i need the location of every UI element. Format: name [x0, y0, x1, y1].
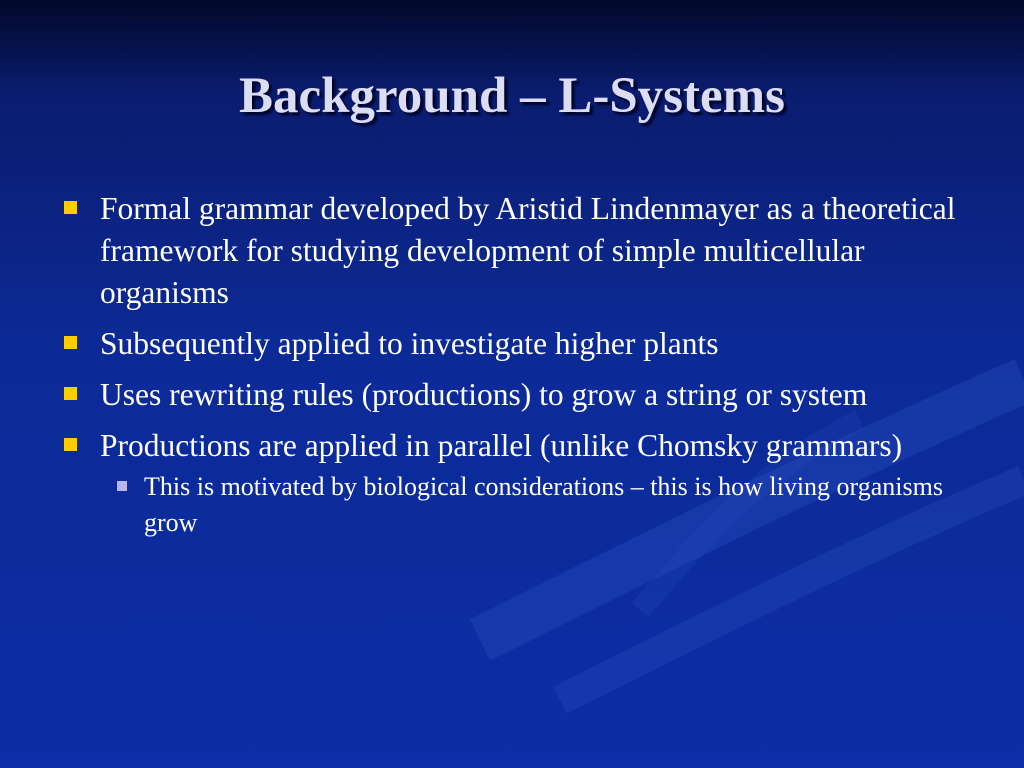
square-bullet-icon [64, 201, 77, 214]
sub-bullet-list [100, 469, 960, 541]
square-bullet-icon [64, 387, 77, 400]
bullet-text: Formal grammar developed by Aristid Lindenmayer as a theoretical framework for studying development of simple multicellular organisms [100, 191, 956, 310]
square-bullet-icon [64, 438, 77, 451]
sub-bullet-item [100, 469, 960, 541]
square-sub-bullet-icon [117, 481, 127, 491]
bullet-text: Uses rewriting rules (productions) to grow a string or system [100, 377, 868, 412]
bullet-text: Productions are applied in parallel (unlike Chomsky grammars) [100, 428, 903, 463]
bullet-item [60, 188, 960, 314]
slide-title: Background – L-Systems [239, 68, 785, 124]
sub-bullet-text: This is motivated by biological considerations – this is how living organisms grow [144, 472, 943, 537]
bullet-item [60, 374, 960, 416]
bullet-item [60, 323, 960, 365]
bullet-text: Subsequently applied to investigate higher plants [100, 326, 719, 361]
square-bullet-icon [64, 336, 77, 349]
bullet-list [60, 188, 960, 550]
bullet-item [60, 425, 960, 541]
